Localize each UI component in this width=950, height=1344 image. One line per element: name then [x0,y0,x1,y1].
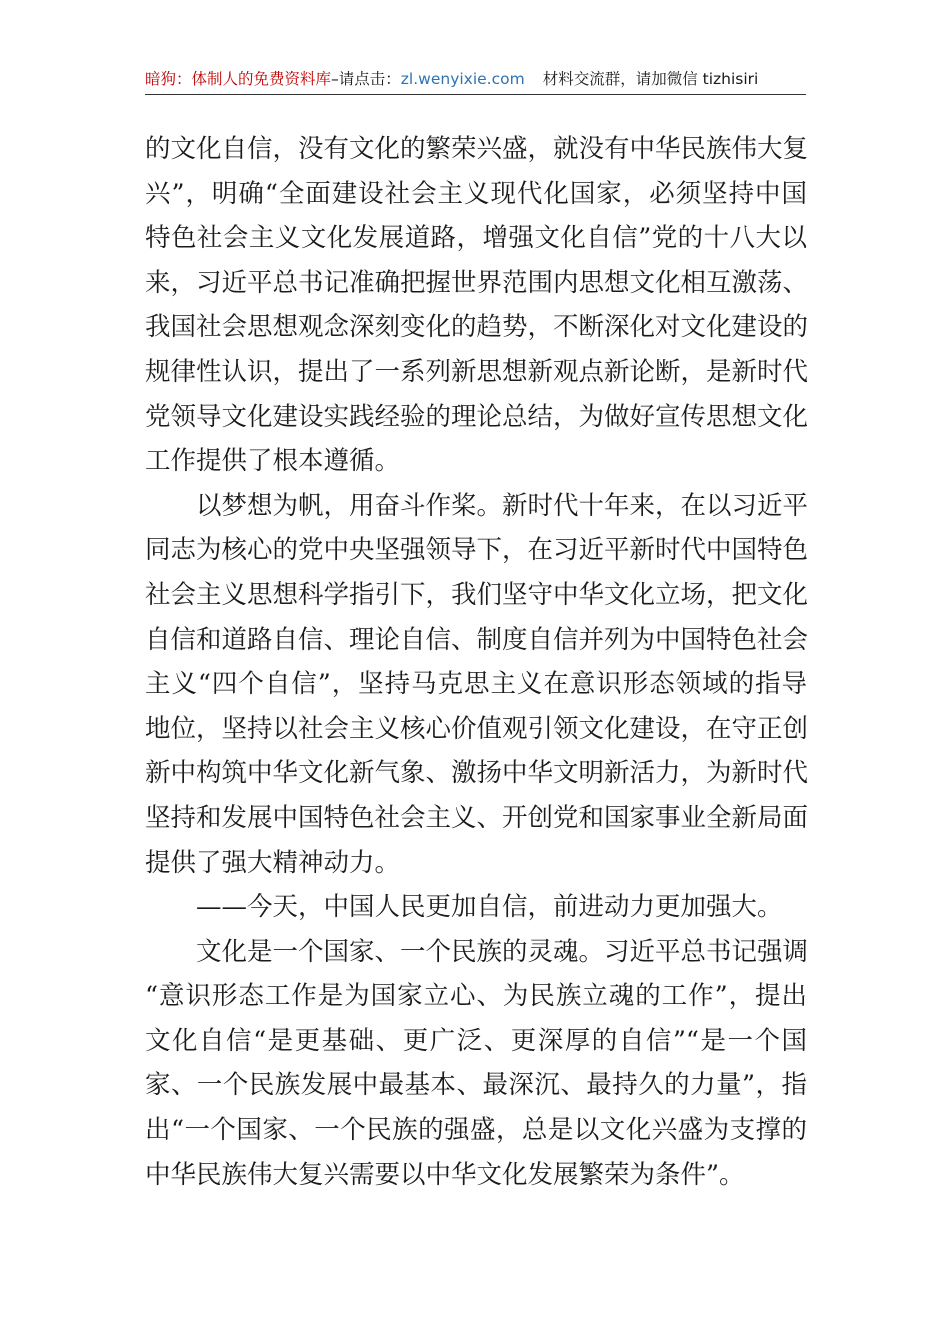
text-line: 提供了强大精神动力。 [145,847,401,878]
text-line: 新中构筑中华文化新气象、激扬中华文明新活力，为新时代 [145,758,809,789]
text-line: 社会主义思想科学指引下，我们坚守中华文化立场，把文化 [145,579,809,610]
text-line: 文化自信“是更基础、更广泛、更深厚的自信”“是一个国 [145,1025,807,1056]
text-line: 的文化自信，没有文化的繁荣兴盛，就没有中华民族伟大复 [145,134,809,164]
document-body [145,127,807,1197]
text-line: 我国社会思想观念深刻变化的趋势，不断深化对文化建设的 [145,312,809,343]
text-line: 坚持和发展中国特色社会主义、开创党和国家事业全新局面 [145,802,809,833]
text-line: 文化是一个国家、一个民族的灵魂。习近平总书记强调 [196,936,809,967]
header-wechat-note: 材料交流群，请加微信 tizhisiri [542,70,759,88]
text-line: 党领导文化建设实践经验的理论总结，为做好宣传思想文化 [145,401,809,432]
text-line: 主义“四个自信”，坚持马克思主义在意识形态领域的指导 [145,669,807,700]
header-brand: 暗狗：体制人的免费资料库 [145,70,332,88]
text-line: 同志为核心的党中央坚强领导下，在习近平新时代中国特色 [145,535,809,566]
text-line: 家、一个民族发展中最基本、最深沉、最持久的力量”，指 [145,1070,807,1101]
text-line: 自信和道路自信、理论自信、制度自信并列为中国特色社会 [145,624,809,655]
text-line: 出“一个国家、一个民族的强盛，总是以文化兴盛为支撑的 [145,1115,807,1146]
text-line: 地位，坚持以社会主义核心价值观引领文化建设，在守正创 [145,713,809,744]
header-click-prefix: –请点击： [331,70,401,88]
text-line: ——今天，中国人民更加自信，前进动力更加强大。 [196,892,783,923]
text-line: 来，习近平总书记准确把握世界范围内思想文化相互激荡、 [145,267,809,298]
text-line: 规律性认识，提出了一系列新思想新观点新论断，是新时代 [145,356,809,387]
text-line: 工作提供了根本遵循。 [145,446,401,477]
text-line: 中华民族伟大复兴需要以中华文化发展繁荣为条件”。 [145,1159,745,1190]
paragraph [145,127,807,484]
text-line: “意识形态工作是为国家立心、为民族立魂的工作”，提出 [145,981,807,1012]
text-line: 兴”，明确“全面建设社会主义现代化国家，必须坚持中国 [145,178,807,209]
paragraph [145,930,807,1198]
page-header [145,64,806,95]
text-line: 特色社会主义文化发展道路，增强文化自信”党的十八大以 [145,223,807,254]
paragraph [145,484,807,885]
text-line: 以梦想为帆，用奋斗作桨。新时代十年来，在以习近平 [196,490,809,521]
paragraph [145,885,807,930]
header-url-link[interactable]: zl.wenyixie.com [400,70,525,88]
